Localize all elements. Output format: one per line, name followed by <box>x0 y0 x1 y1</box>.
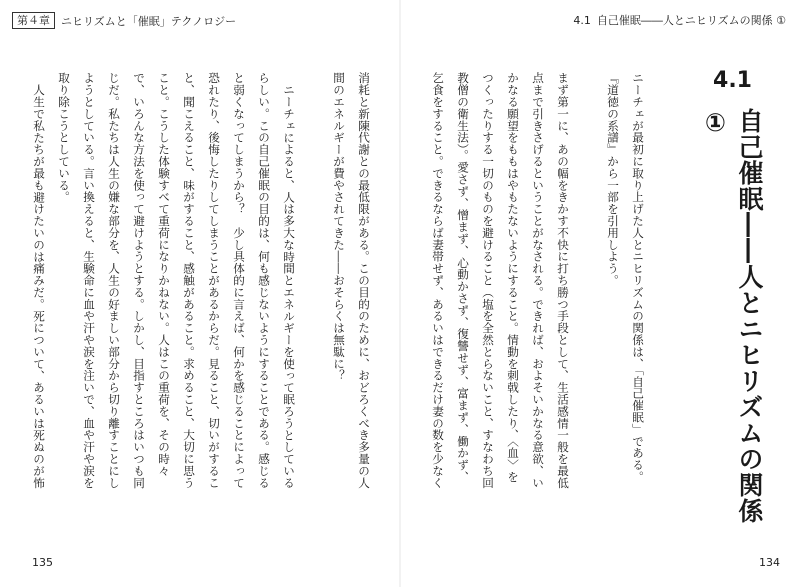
right-running-title: 自己催眠――人とニヒリズムの関係 ① <box>596 14 786 27</box>
left-running-head <box>12 12 236 29</box>
section-title: 自己催眠――人とニヒリズムの関係 ① <box>701 108 764 524</box>
page-divider <box>399 0 401 587</box>
left-running-title: ニヒリズムと「催眠」テクノロジー <box>61 14 237 28</box>
left-page-number: 135 <box>32 556 53 569</box>
nietzsche-quote: まず第一に、あの幅をきかす不快に打ち勝つ手段として、生活感情一般を最低点まで引きさげるということがなされる。できれば、およそいかなる意欲、いかなる願望をももはやもたないようにすること。情動を刺戟したり、〈血〉をつくったりする一切のものを避けること（塩を全然とらないこと、すなわち回教僧の衛生法）。愛さず、憎まず、心動かさず、復讐せず、富まず、働かず、乞食をすること。できるならば妻帯せず、あるいはできるだけ妻の数を少なく <box>431 72 570 489</box>
right-intro: ニーチェが最初に取り上げた人とニヒリズムの関係は、「自己催眠」である。『道徳の系譜』から一部を引用しよう。 <box>606 72 645 483</box>
left-page-body <box>30 72 376 492</box>
left-paragraph-2: ニーチェによると、人は多大な時間とエネルギーを使って眠ろうとしているらしい。この自己催眠の目的は、何も感じないようにすることである。感じると弱くなってしまうから？ 少し具体的に言えば、何かを感じることによって恐れたり、後悔したりしてしまうことがあるからだ。見ること、切いがすること、聞こえること、味がすること、感触があること。求めること、大切に思うこと。こうした体験すべて重荷になりかねない。人はこの重荷を、その時々で、いろんな方法を使って避けようとする。しかし、目指すところはいつも同じだ。私たちは人生の嫌な部分を、人生の好ましい部分から切り離すことにしようとしている。言い換えると、生験命に血や汗や涙を注いで、血や汗や涙を取り除こうとしている。 <box>57 72 296 489</box>
left-paragraph-1: 消耗と新陳代謝との最低限がある。この目的のために、おどろくべき多量の人間のエネルギーが費やされてきた――おそらくは無駄に？ <box>332 72 371 489</box>
chapter-label: 第４章 <box>12 12 55 29</box>
running-section-number: 4.1 <box>573 13 591 27</box>
left-paragraph-3: 人生で私たちが最も避けたいのは痛みだ。死について、あるいは死ぬのが怖 <box>32 83 46 489</box>
section-heading <box>680 60 770 540</box>
right-page-number: 134 <box>759 556 780 569</box>
section-number: 4.1 <box>713 68 752 93</box>
right-running-head <box>573 12 786 28</box>
right-page-body <box>430 72 650 492</box>
